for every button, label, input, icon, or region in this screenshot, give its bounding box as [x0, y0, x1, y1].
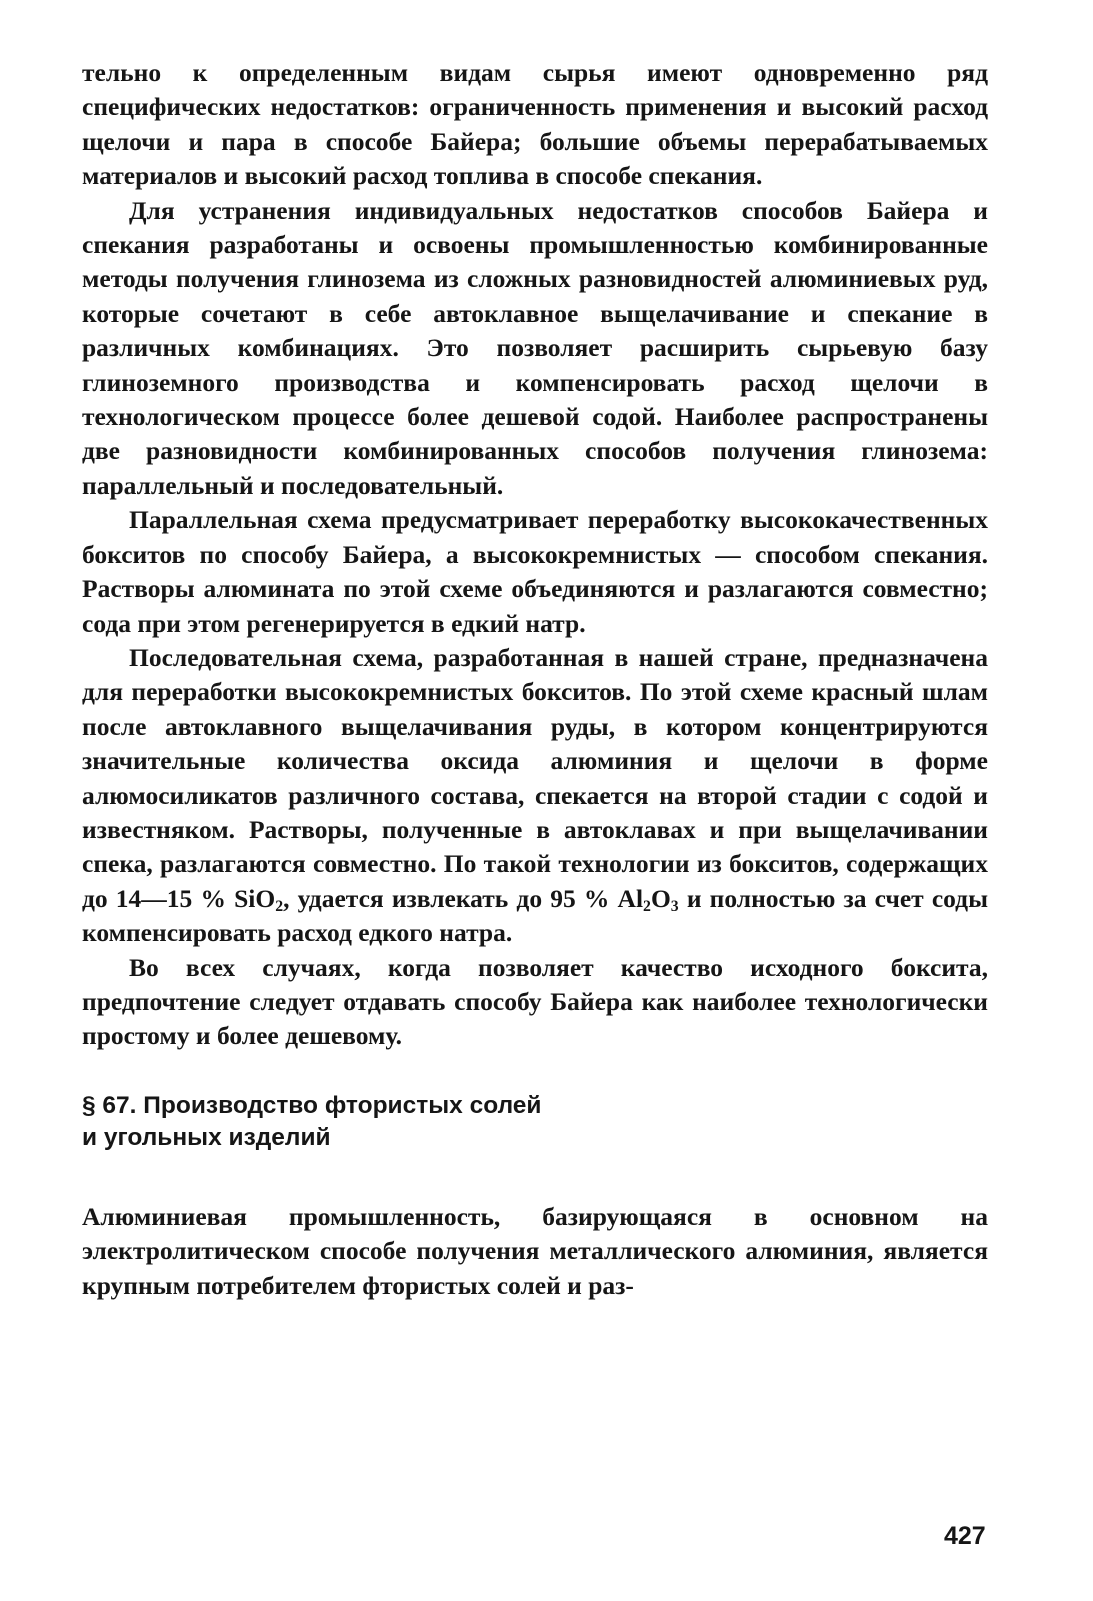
- paragraph-combined-methods: Для устранения индивидуальных недостатков способов Байера и спекания разработаны и освоены промышленностью комбинированные методы получения глинозема из сложных разновидностей алюминиевых руд, которые сочетают в себе автоклавное выщелачивание и спекание в различных комбинациях. Это позволяет расширить сырьевую базу глиноземного производства и компенсировать расход щелочи в технологическом процессе более дешевой содой. Наиболее распространены две разновидности комбинированных способов получения глинозема: параллельный и последовательный.: [82, 195, 988, 500]
- formula-sio2: SiO$_2$: [234, 883, 284, 915]
- section-heading-line2: и угольных изделий: [82, 1123, 331, 1151]
- page-number: 427: [944, 1522, 986, 1550]
- sequential-text-start: Последовательная схема, разработанная в нашей стране, предназначена для переработки высококремнистых бокситов. По этой схеме красный шлам после автоклавного выщелачивания руды, в котором концентрируются значительные количества оксида алюминия и щелочи в форме алюмосиликатов различного состава, спекается на второй стадии с содой и известняком. Растворы, полученные в автоклавах и при выщелачивании спека, разлагаются совместно. По такой технологии из бокситов, содержащих до 14—15 %: [82, 642, 988, 913]
- sequential-text-middle: , удается извлекать до 95 %: [283, 883, 618, 913]
- section-heading-line1: § 67. Производство фтористых солей: [82, 1091, 542, 1119]
- sequential-text-end: и полностью за счет соды компенсировать расход едкого натра.: [82, 883, 988, 948]
- paragraph-bayer-preference: Во всех случаях, когда позволяет качество исходного боксита, предпочтение следует отдавать способу Байера как наиболее технологически простому и более дешевому.: [82, 952, 988, 1051]
- section-heading: [82, 1090, 642, 1154]
- paragraph-continuation: тельно к определенным видам сырья имеют одновременно ряд специфических недостатков: ограниченность применения и высокий расход щелочи и пара в способе Байера; большие объемы перерабатываемых материалов и высокий расход топлива в способе спекания.: [82, 58, 988, 191]
- formula-al2o3: $Al_2O_3$: [617, 883, 679, 915]
- paragraph-parallel-scheme: Параллельная схема предусматривает переработку высококачественных бокситов по способу Байера, а высококремнистых — способом спекания. Растворы алюмината по этой схеме объединяются и разлагаются совместно; сода при этом регенерируется в едкий натр.: [82, 505, 988, 638]
- paragraph-section-intro: Алюминиевая промышленность, базирующаяся в основном на электролитическом способе получения металлического алюминия, является крупным потребителем фтористых солей и раз-: [82, 1201, 988, 1300]
- paragraph-sequential-scheme: [82, 641, 988, 951]
- page-body: [82, 56, 988, 1303]
